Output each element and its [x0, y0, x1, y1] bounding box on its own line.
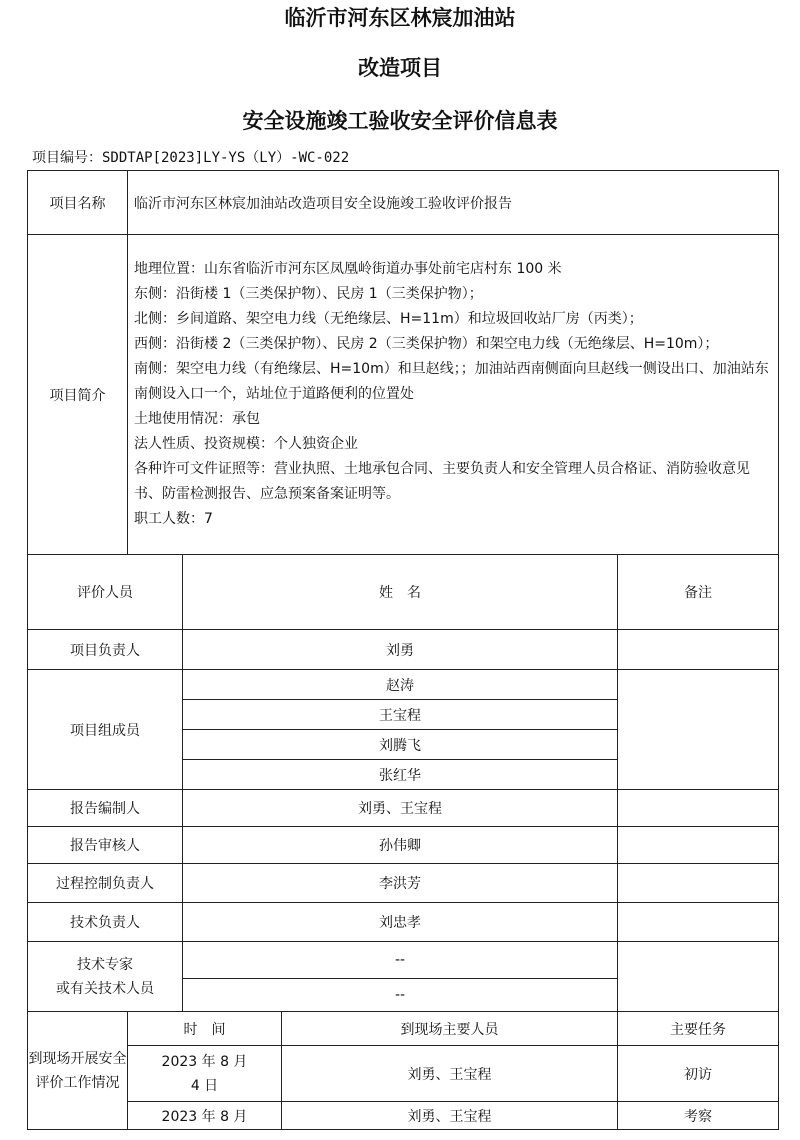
- intro-north: 北侧：乡间道路、架空电力线（无绝缘层、H=11m）和垃圾回收站厂房（丙类）；: [134, 311, 643, 327]
- table-row: [28, 630, 779, 670]
- table-row: [28, 827, 779, 864]
- table-row: [28, 1102, 779, 1130]
- intro-staff-count: 职工人数：7: [134, 511, 213, 527]
- staff-header-role: 评价人员: [28, 555, 183, 630]
- reviewer-remark: [618, 827, 779, 864]
- project-number: 项目编号：SDDTAP[2023]LY-YS（LY）-WC-022: [32, 150, 350, 166]
- site-header-task: 主要任务: [618, 1012, 779, 1046]
- site-time: [128, 1046, 282, 1102]
- table-row: [28, 1046, 779, 1102]
- members-role: 项目组成员: [28, 670, 183, 790]
- table-row: [28, 942, 779, 979]
- site-role-line-1: 到现场开展安全: [28, 1050, 127, 1067]
- intro-licenses: 各种许可文件证照等：营业执照、土地承包合同、主要负责人和安全管理人员合格证、消防验收意见书、防雷检测报告、应急预案备案证明等。: [134, 461, 750, 502]
- table-row: [28, 903, 779, 942]
- intro-west: 西侧：沿街楼 2（三类保护物）、民房 2（三类保护物）和架空电力线（无绝缘层、H=10m）；: [134, 336, 719, 352]
- experts-role-line-1: 技术专家: [77, 956, 133, 973]
- site-time: 2023 年 8 月: [128, 1102, 282, 1130]
- intro-land-use: 土地使用情况：承包: [134, 411, 260, 427]
- title-line-3: 安全设施竣工验收安全评价信息表: [242, 109, 558, 133]
- expert-name: --: [183, 942, 618, 979]
- staff-header-name: 姓 名: [183, 555, 618, 630]
- intro-legal-nature: 法人性质、投资规模：个人独资企业: [134, 436, 358, 452]
- table-row: [28, 670, 779, 700]
- reviewer-role: 报告审核人: [28, 827, 183, 864]
- intro-east: 东侧：沿街楼 1（三类保护物）、民房 1（三类保护物）；: [134, 286, 483, 302]
- site-header-people: 到现场主要人员: [282, 1012, 618, 1046]
- expert-name: --: [183, 979, 618, 1012]
- intro-label: 项目简介: [28, 235, 128, 555]
- title-line-1: 临沂市河东区林宸加油站: [284, 6, 516, 30]
- site-people: 刘勇、王宝程: [282, 1102, 618, 1130]
- process-role: 过程控制负责人: [28, 864, 183, 903]
- project-name-row: [28, 171, 779, 235]
- writer-name: 刘勇、王宝程: [183, 790, 618, 827]
- reviewer-name: 孙伟卿: [183, 827, 618, 864]
- member-name: 赵涛: [183, 670, 618, 700]
- leader-role: 项目负责人: [28, 630, 183, 670]
- members-remark: [618, 670, 779, 790]
- project-name-value: 临沂市河东区林宸加油站改造项目安全设施竣工验收评价报告: [128, 171, 779, 235]
- table-row: [28, 864, 779, 903]
- writer-remark: [618, 790, 779, 827]
- site-role: [28, 1012, 128, 1130]
- site-task: 初访: [618, 1046, 779, 1102]
- staff-header-row: [28, 555, 779, 630]
- intro-south: 南侧：架空电力线（有绝缘层、H=10m）和旦赵线；；加油站西南侧面向旦赵线一侧设出口、加油站东南侧设入口一个，站址位于道路便利的位置处: [134, 361, 769, 402]
- writer-role: 报告编制人: [28, 790, 183, 827]
- process-remark: [618, 864, 779, 903]
- experts-role-line-2: 或有关技术人员: [56, 980, 154, 997]
- member-name: 刘腾飞: [183, 730, 618, 760]
- experts-role: [28, 942, 183, 1012]
- member-name: 王宝程: [183, 700, 618, 730]
- site-time-line-1: 2023 年 8 月: [161, 1053, 248, 1070]
- site-role-line-2: 评价工作情况: [35, 1074, 120, 1091]
- tech-name: 刘忠孝: [183, 903, 618, 942]
- leader-name: 刘勇: [183, 630, 618, 670]
- tech-role: 技术负责人: [28, 903, 183, 942]
- tech-remark: [618, 903, 779, 942]
- member-name: 张红华: [183, 760, 618, 790]
- table-row: [28, 790, 779, 827]
- experts-remark: [618, 942, 779, 1012]
- title-line-2: 改造项目: [358, 56, 442, 80]
- site-header-row: [28, 1012, 779, 1046]
- project-name-label: 项目名称: [28, 171, 128, 235]
- intro-location: 地理位置：山东省临沂市河东区凤凰岭街道办事处前宅店村东 100 米: [134, 261, 562, 277]
- site-header-time: 时 间: [128, 1012, 282, 1046]
- intro-row: [28, 235, 779, 555]
- site-task: 考察: [618, 1102, 779, 1130]
- staff-header-remark: 备注: [618, 555, 779, 630]
- leader-remark: [618, 630, 779, 670]
- site-time-line-2: 4 日: [190, 1077, 219, 1094]
- site-people: 刘勇、王宝程: [282, 1046, 618, 1102]
- intro-content: [128, 235, 779, 555]
- process-name: 李洪芳: [183, 864, 618, 903]
- info-table: [27, 170, 779, 1130]
